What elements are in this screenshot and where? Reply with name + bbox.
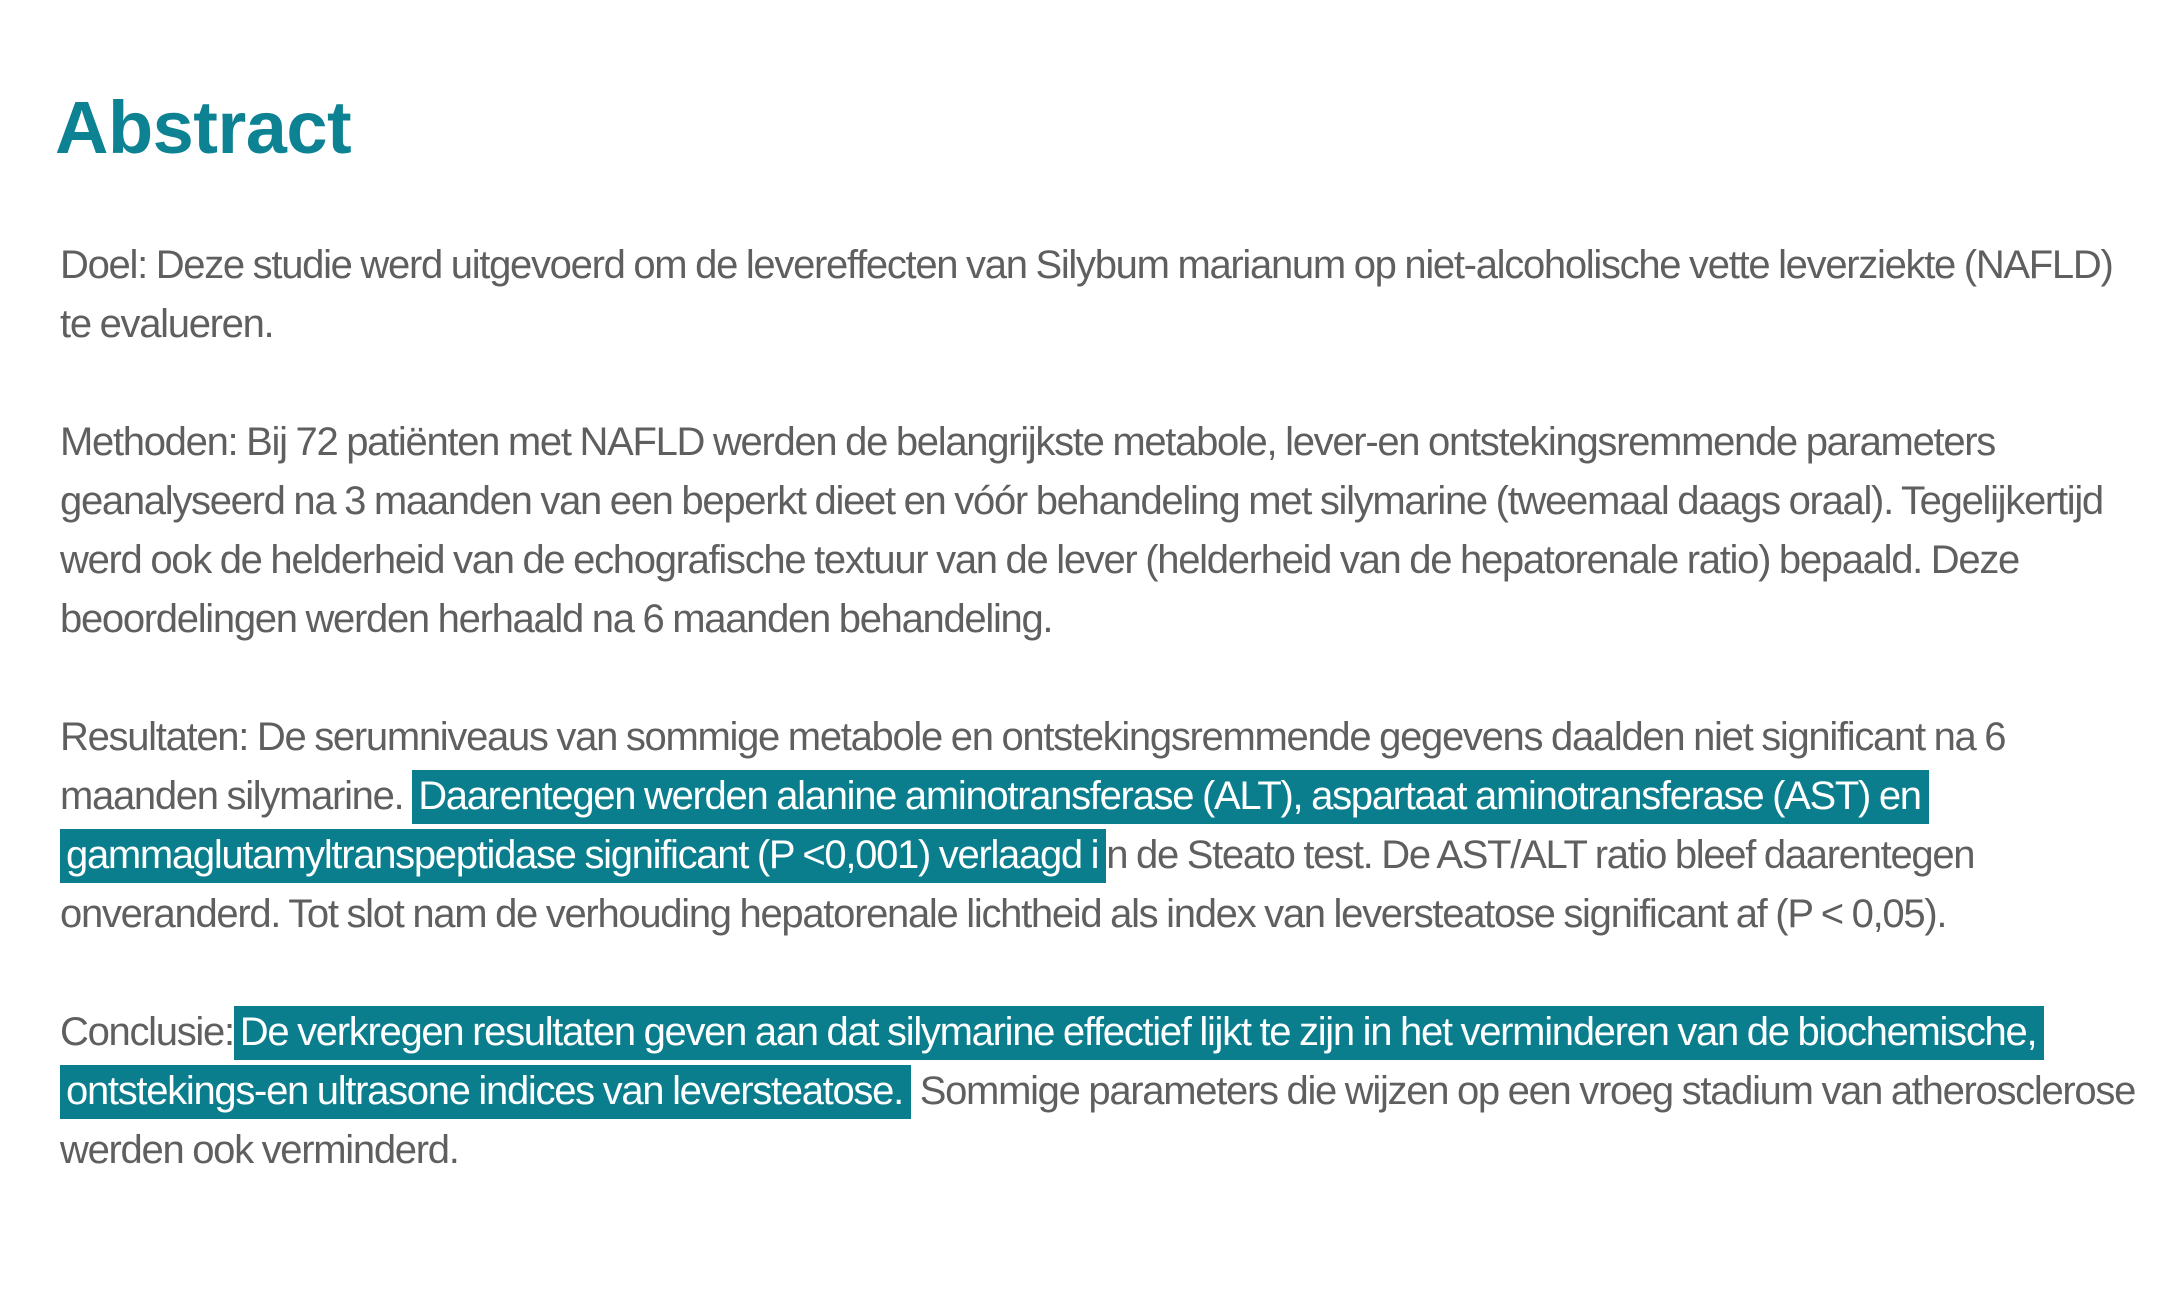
- paragraph-methoden: [60, 413, 2140, 649]
- conclusie-text-before: Conclusie:: [60, 1010, 234, 1054]
- paragraph-resultaten: [60, 708, 2140, 944]
- paragraph-doel: [60, 236, 2140, 354]
- resultaten-text-before: Resultaten: De serumniveaus van sommige metabole en ontstekingsremmende gegevens daalden niet significant na 6 maanden silymarine.: [60, 715, 2006, 818]
- conclusie-text-after: Sommige parameters die wijzen op een vroeg stadium van atherosclerose werden ook verminderd.: [60, 1069, 2136, 1172]
- doel-text: Doel: Deze studie werd uitgevoerd om de levereffecten van Silybum marianum op niet-alcoholische vette leverziekte (NAFLD) te evalueren.: [60, 243, 2113, 346]
- paragraph-conclusie: [60, 1003, 2140, 1180]
- conclusie-highlight[interactable]: De verkregen resultaten geven aan dat silymarine effectief lijkt te zijn in het verminderen van de biochemische, ontstekings-en ultrasone indices van leversteatose.: [60, 1006, 2044, 1119]
- methoden-text: Methoden: Bij 72 patiënten met NAFLD werden de belangrijkste metabole, lever-en ontstekingsremmende parameters geanalyseerd na 3 maanden van een beperkt dieet en vóór behandeling met silymarine (tweemaal daags oraal). Tegelijkertijd werd ook de helderheid van de echografische textuur van de lever (helderheid van de hepatorenale ratio) bepaald. Deze beoordelingen werden herhaald na 6 maanden behandeling.: [60, 420, 2103, 641]
- page-title: Abstract: [55, 86, 352, 169]
- abstract-body: [60, 236, 2140, 1180]
- resultaten-text-after: n de Steato test. De AST/ALT ratio bleef daarentegen onveranderd. Tot slot nam de verhouding hepatorenale lichtheid als index van leversteatose significant af (P < 0,05).: [60, 833, 1975, 936]
- resultaten-highlight[interactable]: Daarentegen werden alanine aminotransferase (ALT), aspartaat aminotransferase (AST) en gammaglutamyltranspeptidase significant (P <0,001) verlaagd i: [60, 770, 1929, 883]
